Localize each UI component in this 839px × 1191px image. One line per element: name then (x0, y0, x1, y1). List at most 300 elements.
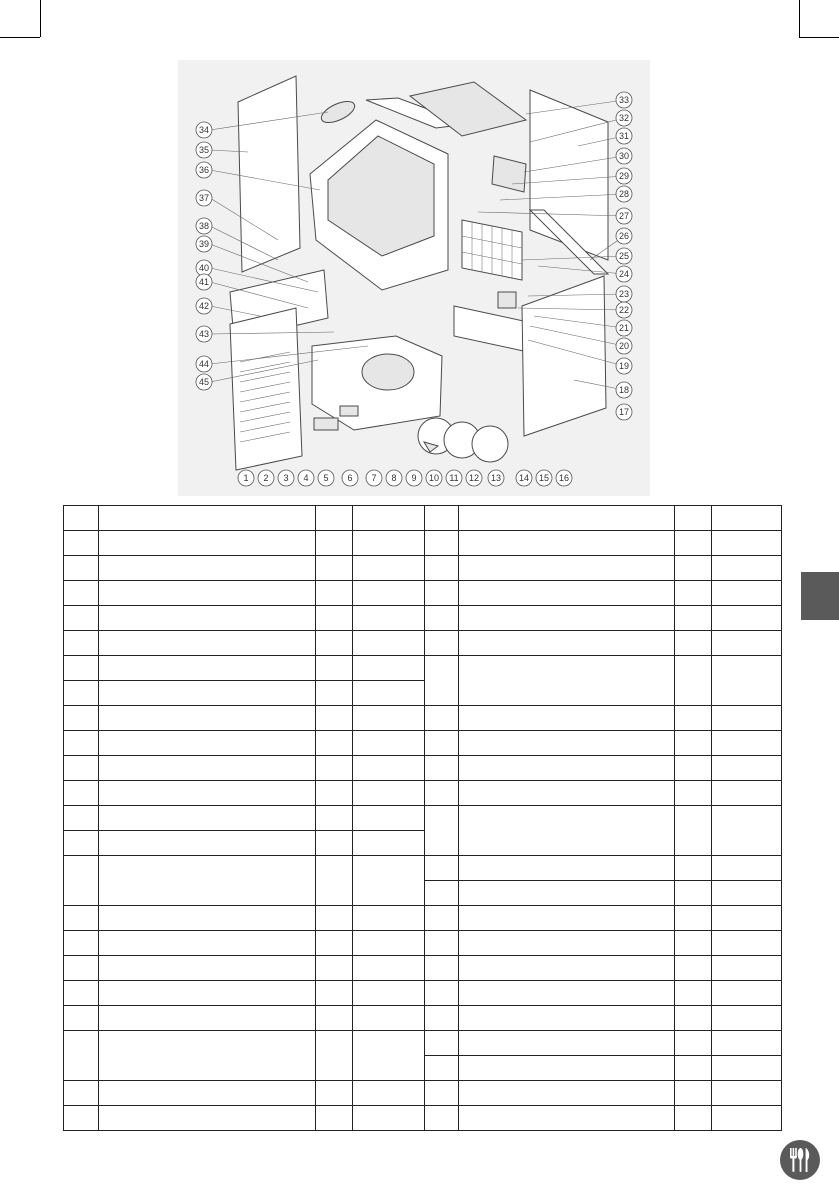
table-cell (99, 1031, 316, 1081)
callout-14 (516, 470, 532, 486)
diagram-svg (178, 60, 650, 496)
table-cell (425, 506, 459, 531)
table-cell (64, 931, 99, 956)
svg-text:29: 29 (618, 171, 630, 181)
svg-text:45: 45 (198, 377, 210, 387)
svg-text:22: 22 (618, 305, 630, 315)
table-cell (675, 581, 712, 606)
table-cell (425, 731, 459, 756)
table-cell (712, 556, 782, 581)
svg-text:20: 20 (618, 341, 630, 351)
svg-text:15: 15 (538, 473, 550, 483)
table-cell (99, 956, 316, 981)
table-cell (675, 956, 712, 981)
svg-text:28: 28 (618, 189, 630, 199)
svg-text:27: 27 (618, 211, 630, 221)
svg-text:13: 13 (490, 473, 502, 483)
table-cell (64, 756, 99, 781)
svg-text:40: 40 (198, 263, 210, 273)
callout-5 (318, 470, 334, 486)
table-cell (712, 506, 782, 531)
table-cell (316, 831, 353, 856)
table-cell (64, 731, 99, 756)
svg-text:33: 33 (618, 95, 630, 105)
svg-text:5: 5 (323, 473, 329, 483)
table-cell (675, 1056, 712, 1081)
table-cell (316, 506, 353, 531)
table-row (64, 581, 782, 606)
table-cell (99, 731, 316, 756)
table-row (64, 731, 782, 756)
table-cell (64, 1006, 99, 1031)
callout-22 (616, 302, 632, 318)
svg-text:26: 26 (618, 231, 630, 241)
svg-text:36: 36 (198, 165, 210, 175)
table-cell (712, 731, 782, 756)
table-cell (712, 1056, 782, 1081)
table-cell (353, 681, 425, 706)
table-cell (316, 931, 353, 956)
svg-text:34: 34 (198, 125, 210, 135)
table-cell (316, 606, 353, 631)
svg-text:10: 10 (428, 473, 440, 483)
crop-mark-top-left-h (0, 37, 40, 38)
table-cell (425, 531, 459, 556)
table-cell (316, 556, 353, 581)
table-cell (675, 606, 712, 631)
table-cell (353, 706, 425, 731)
table-cell (675, 931, 712, 956)
table-cell (459, 606, 675, 631)
callout-12 (466, 470, 482, 486)
table-cell (712, 1031, 782, 1056)
table-cell (675, 656, 712, 706)
table-cell (712, 581, 782, 606)
table-cell (316, 1106, 353, 1131)
table-cell (675, 1081, 712, 1106)
svg-text:17: 17 (618, 407, 630, 417)
table-cell (316, 806, 353, 831)
svg-text:9: 9 (411, 473, 417, 483)
callout-29 (616, 168, 632, 184)
table-cell (353, 781, 425, 806)
table-row (64, 806, 782, 831)
callout-45 (196, 374, 212, 390)
table-row (64, 531, 782, 556)
table-row (64, 606, 782, 631)
table-row (64, 856, 782, 881)
callout-30 (616, 148, 632, 164)
fan-ring-3 (472, 426, 508, 462)
side-panel-right-front (522, 276, 606, 436)
table-cell (64, 956, 99, 981)
svg-text:8: 8 (391, 473, 397, 483)
table-cell (675, 806, 712, 856)
table-row (64, 981, 782, 1006)
table-cell (316, 1031, 353, 1081)
svg-text:1: 1 (243, 473, 249, 483)
svg-text:24: 24 (618, 269, 630, 279)
table-cell (99, 531, 316, 556)
table-cell (353, 1106, 425, 1131)
table-cell (712, 981, 782, 1006)
table-cell (316, 781, 353, 806)
svg-text:37: 37 (198, 193, 210, 203)
table-cell (675, 1006, 712, 1031)
table-cell (459, 506, 675, 531)
table-cell (459, 881, 675, 906)
table-cell (64, 531, 99, 556)
table-cell (425, 956, 459, 981)
table-cell (459, 581, 675, 606)
svg-text:31: 31 (618, 131, 630, 141)
svg-text:21: 21 (618, 323, 630, 333)
callout-18 (616, 382, 632, 398)
table-cell (99, 506, 316, 531)
table-cell (425, 881, 459, 906)
table-cell (64, 981, 99, 1006)
table-cell (425, 856, 459, 881)
table-cell (353, 856, 425, 906)
table-row (64, 556, 782, 581)
table-cell (459, 956, 675, 981)
table-cell (353, 606, 425, 631)
table-cell (316, 581, 353, 606)
table-cell (64, 1081, 99, 1106)
callout-20 (616, 338, 632, 354)
table-cell (459, 1081, 675, 1106)
table-cell (459, 1031, 675, 1056)
table-cell (712, 931, 782, 956)
svg-text:35: 35 (198, 145, 210, 155)
table-cell (353, 806, 425, 831)
table-cell (675, 556, 712, 581)
table-cell (459, 656, 675, 706)
table-cell (353, 556, 425, 581)
table-cell (64, 1031, 99, 1081)
table-cell (459, 531, 675, 556)
callout-2 (258, 470, 274, 486)
crop-mark-top-right-v (799, 0, 800, 37)
table-cell (675, 906, 712, 931)
callout-1 (238, 470, 254, 486)
table-cell (316, 656, 353, 681)
callout-44 (196, 356, 212, 372)
table-row (64, 706, 782, 731)
table-cell (675, 756, 712, 781)
table-cell (712, 656, 782, 706)
svg-text:19: 19 (618, 361, 630, 371)
crop-mark-top-right-h (799, 37, 839, 38)
callout-26 (616, 228, 632, 244)
callout-13 (488, 470, 504, 486)
callout-21 (616, 320, 632, 336)
callout-19 (616, 358, 632, 374)
table-cell (353, 756, 425, 781)
table-cell (316, 856, 353, 906)
table-cell (99, 681, 316, 706)
table-cell (425, 631, 459, 656)
table-cell (99, 981, 316, 1006)
table-cell (712, 906, 782, 931)
table-cell (459, 1006, 675, 1031)
table-cell (99, 1081, 316, 1106)
callout-10 (426, 470, 442, 486)
callout-38 (196, 218, 212, 234)
callout-28 (616, 186, 632, 202)
table-cell (712, 956, 782, 981)
table-cell (64, 856, 99, 906)
table-row (64, 1031, 782, 1056)
table-cell (99, 931, 316, 956)
table-cell (353, 981, 425, 1006)
table-cell (99, 906, 316, 931)
table-cell (64, 631, 99, 656)
relay-block (340, 406, 358, 416)
table-cell (459, 1106, 675, 1131)
table-cell (712, 1106, 782, 1131)
top-cover (410, 82, 526, 136)
table-cell (316, 706, 353, 731)
table-cell (425, 781, 459, 806)
table-cell (316, 1006, 353, 1031)
table-cell (712, 856, 782, 881)
table-cell (425, 556, 459, 581)
table-cell (353, 956, 425, 981)
table-cell (712, 806, 782, 856)
svg-text:14: 14 (518, 473, 530, 483)
side-panel-left (238, 76, 300, 272)
table-cell (675, 506, 712, 531)
table-cell (459, 781, 675, 806)
svg-text:7: 7 (371, 473, 377, 483)
table-cell (99, 756, 316, 781)
table-cell (353, 631, 425, 656)
callout-17 (616, 404, 632, 420)
table-cell (675, 706, 712, 731)
svg-text:6: 6 (347, 473, 353, 483)
table-cell (353, 506, 425, 531)
table-cell (353, 831, 425, 856)
callout-11 (446, 470, 462, 486)
compressor (362, 354, 414, 390)
table-cell (675, 981, 712, 1006)
callout-33 (616, 92, 632, 108)
table-cell (459, 731, 675, 756)
callout-39 (196, 236, 212, 252)
callout-9 (406, 470, 422, 486)
table-cell (425, 1081, 459, 1106)
svg-text:3: 3 (283, 473, 289, 483)
table-cell (316, 956, 353, 981)
svg-text:4: 4 (303, 473, 309, 483)
svg-text:41: 41 (198, 277, 210, 287)
table-cell (675, 856, 712, 881)
table-cell (353, 1081, 425, 1106)
callout-16 (556, 470, 572, 486)
table-cell (712, 606, 782, 631)
svg-text:39: 39 (198, 239, 210, 249)
svg-text:32: 32 (618, 113, 630, 123)
table-cell (675, 631, 712, 656)
callout-7 (366, 470, 382, 486)
table-cell (425, 981, 459, 1006)
table-cell (459, 856, 675, 881)
table-cell (353, 1031, 425, 1081)
callout-24 (616, 266, 632, 282)
table-row (64, 1006, 782, 1031)
water-pump (498, 292, 516, 308)
svg-text:43: 43 (198, 329, 210, 339)
table-cell (459, 631, 675, 656)
callout-41 (196, 274, 212, 290)
svg-text:23: 23 (618, 289, 630, 299)
ice-scoop (318, 97, 357, 127)
svg-text:18: 18 (618, 385, 630, 395)
cutlery-logo-icon (779, 1139, 821, 1181)
table-cell (425, 806, 459, 856)
table-cell (64, 706, 99, 731)
callout-34 (196, 122, 212, 138)
table-cell (64, 1106, 99, 1131)
table-cell (64, 906, 99, 931)
table-cell (712, 756, 782, 781)
table-cell (425, 1006, 459, 1031)
table-cell (675, 881, 712, 906)
table-cell (425, 906, 459, 931)
table-cell (425, 1106, 459, 1131)
table-cell (712, 531, 782, 556)
svg-text:44: 44 (198, 359, 210, 369)
table-cell (353, 581, 425, 606)
table-cell (99, 806, 316, 831)
table-cell (712, 1081, 782, 1106)
table-cell (353, 906, 425, 931)
callout-8 (386, 470, 402, 486)
table-cell (64, 556, 99, 581)
svg-text:16: 16 (558, 473, 570, 483)
table-cell (425, 606, 459, 631)
table-cell (99, 856, 316, 906)
table-cell (675, 781, 712, 806)
table-row (64, 631, 782, 656)
vent-grille (492, 156, 526, 192)
table-cell (64, 806, 99, 831)
exploded-parts-diagram (178, 60, 650, 496)
table-cell (675, 531, 712, 556)
callout-32 (616, 110, 632, 126)
table-cell (425, 1056, 459, 1081)
table-cell (316, 631, 353, 656)
callout-23 (616, 286, 632, 302)
table-cell (64, 831, 99, 856)
callout-42 (196, 298, 212, 314)
table-row (64, 656, 782, 681)
table-cell (99, 581, 316, 606)
svg-text:2: 2 (263, 473, 269, 483)
table-cell (459, 756, 675, 781)
table-cell (425, 1031, 459, 1056)
table-cell (353, 931, 425, 956)
table-cell (459, 806, 675, 856)
front-panel (230, 308, 302, 470)
table-cell (425, 581, 459, 606)
table-cell (99, 781, 316, 806)
table-cell (353, 731, 425, 756)
table-cell (712, 781, 782, 806)
table-cell (316, 1081, 353, 1106)
table-cell (99, 631, 316, 656)
table-cell (99, 556, 316, 581)
table-cell (353, 1006, 425, 1031)
chapter-side-tab (801, 572, 839, 620)
table-cell (425, 756, 459, 781)
callout-43 (196, 326, 212, 342)
table-cell (99, 606, 316, 631)
table-row (64, 506, 782, 531)
table-cell (64, 656, 99, 681)
svg-text:30: 30 (618, 151, 630, 161)
table-cell (459, 906, 675, 931)
table-row (64, 1106, 782, 1131)
callout-4 (298, 470, 314, 486)
table-cell (712, 706, 782, 731)
svg-text:42: 42 (198, 301, 210, 311)
callout-25 (616, 248, 632, 264)
table-cell (425, 706, 459, 731)
crop-mark-top-left-v (40, 0, 41, 37)
table-cell (316, 731, 353, 756)
parts-table-body (64, 506, 782, 1131)
parts-list-table (63, 505, 782, 1131)
table-cell (64, 606, 99, 631)
table-cell (459, 981, 675, 1006)
svg-text:12: 12 (468, 473, 480, 483)
table-row (64, 756, 782, 781)
table-row (64, 956, 782, 981)
svg-text:11: 11 (449, 473, 459, 483)
callout-31 (616, 128, 632, 144)
table-cell (99, 706, 316, 731)
table-cell (675, 731, 712, 756)
table-cell (425, 656, 459, 706)
water-tray (454, 306, 528, 352)
table-cell (64, 581, 99, 606)
table-cell (316, 756, 353, 781)
table-cell (99, 1106, 316, 1131)
table-cell (459, 931, 675, 956)
table-cell (316, 531, 353, 556)
table-cell (99, 1006, 316, 1031)
callout-27 (616, 208, 632, 224)
table-row (64, 906, 782, 931)
callout-6 (342, 470, 358, 486)
table-cell (459, 556, 675, 581)
table-cell (316, 906, 353, 931)
table-cell (316, 981, 353, 1006)
table-cell (712, 631, 782, 656)
table-cell (64, 781, 99, 806)
control-board (314, 418, 338, 430)
table-cell (353, 531, 425, 556)
table-row (64, 781, 782, 806)
table-cell (99, 656, 316, 681)
table-cell (459, 1056, 675, 1081)
table-cell (64, 681, 99, 706)
table-cell (712, 1006, 782, 1031)
table-cell (99, 831, 316, 856)
callout-15 (536, 470, 552, 486)
